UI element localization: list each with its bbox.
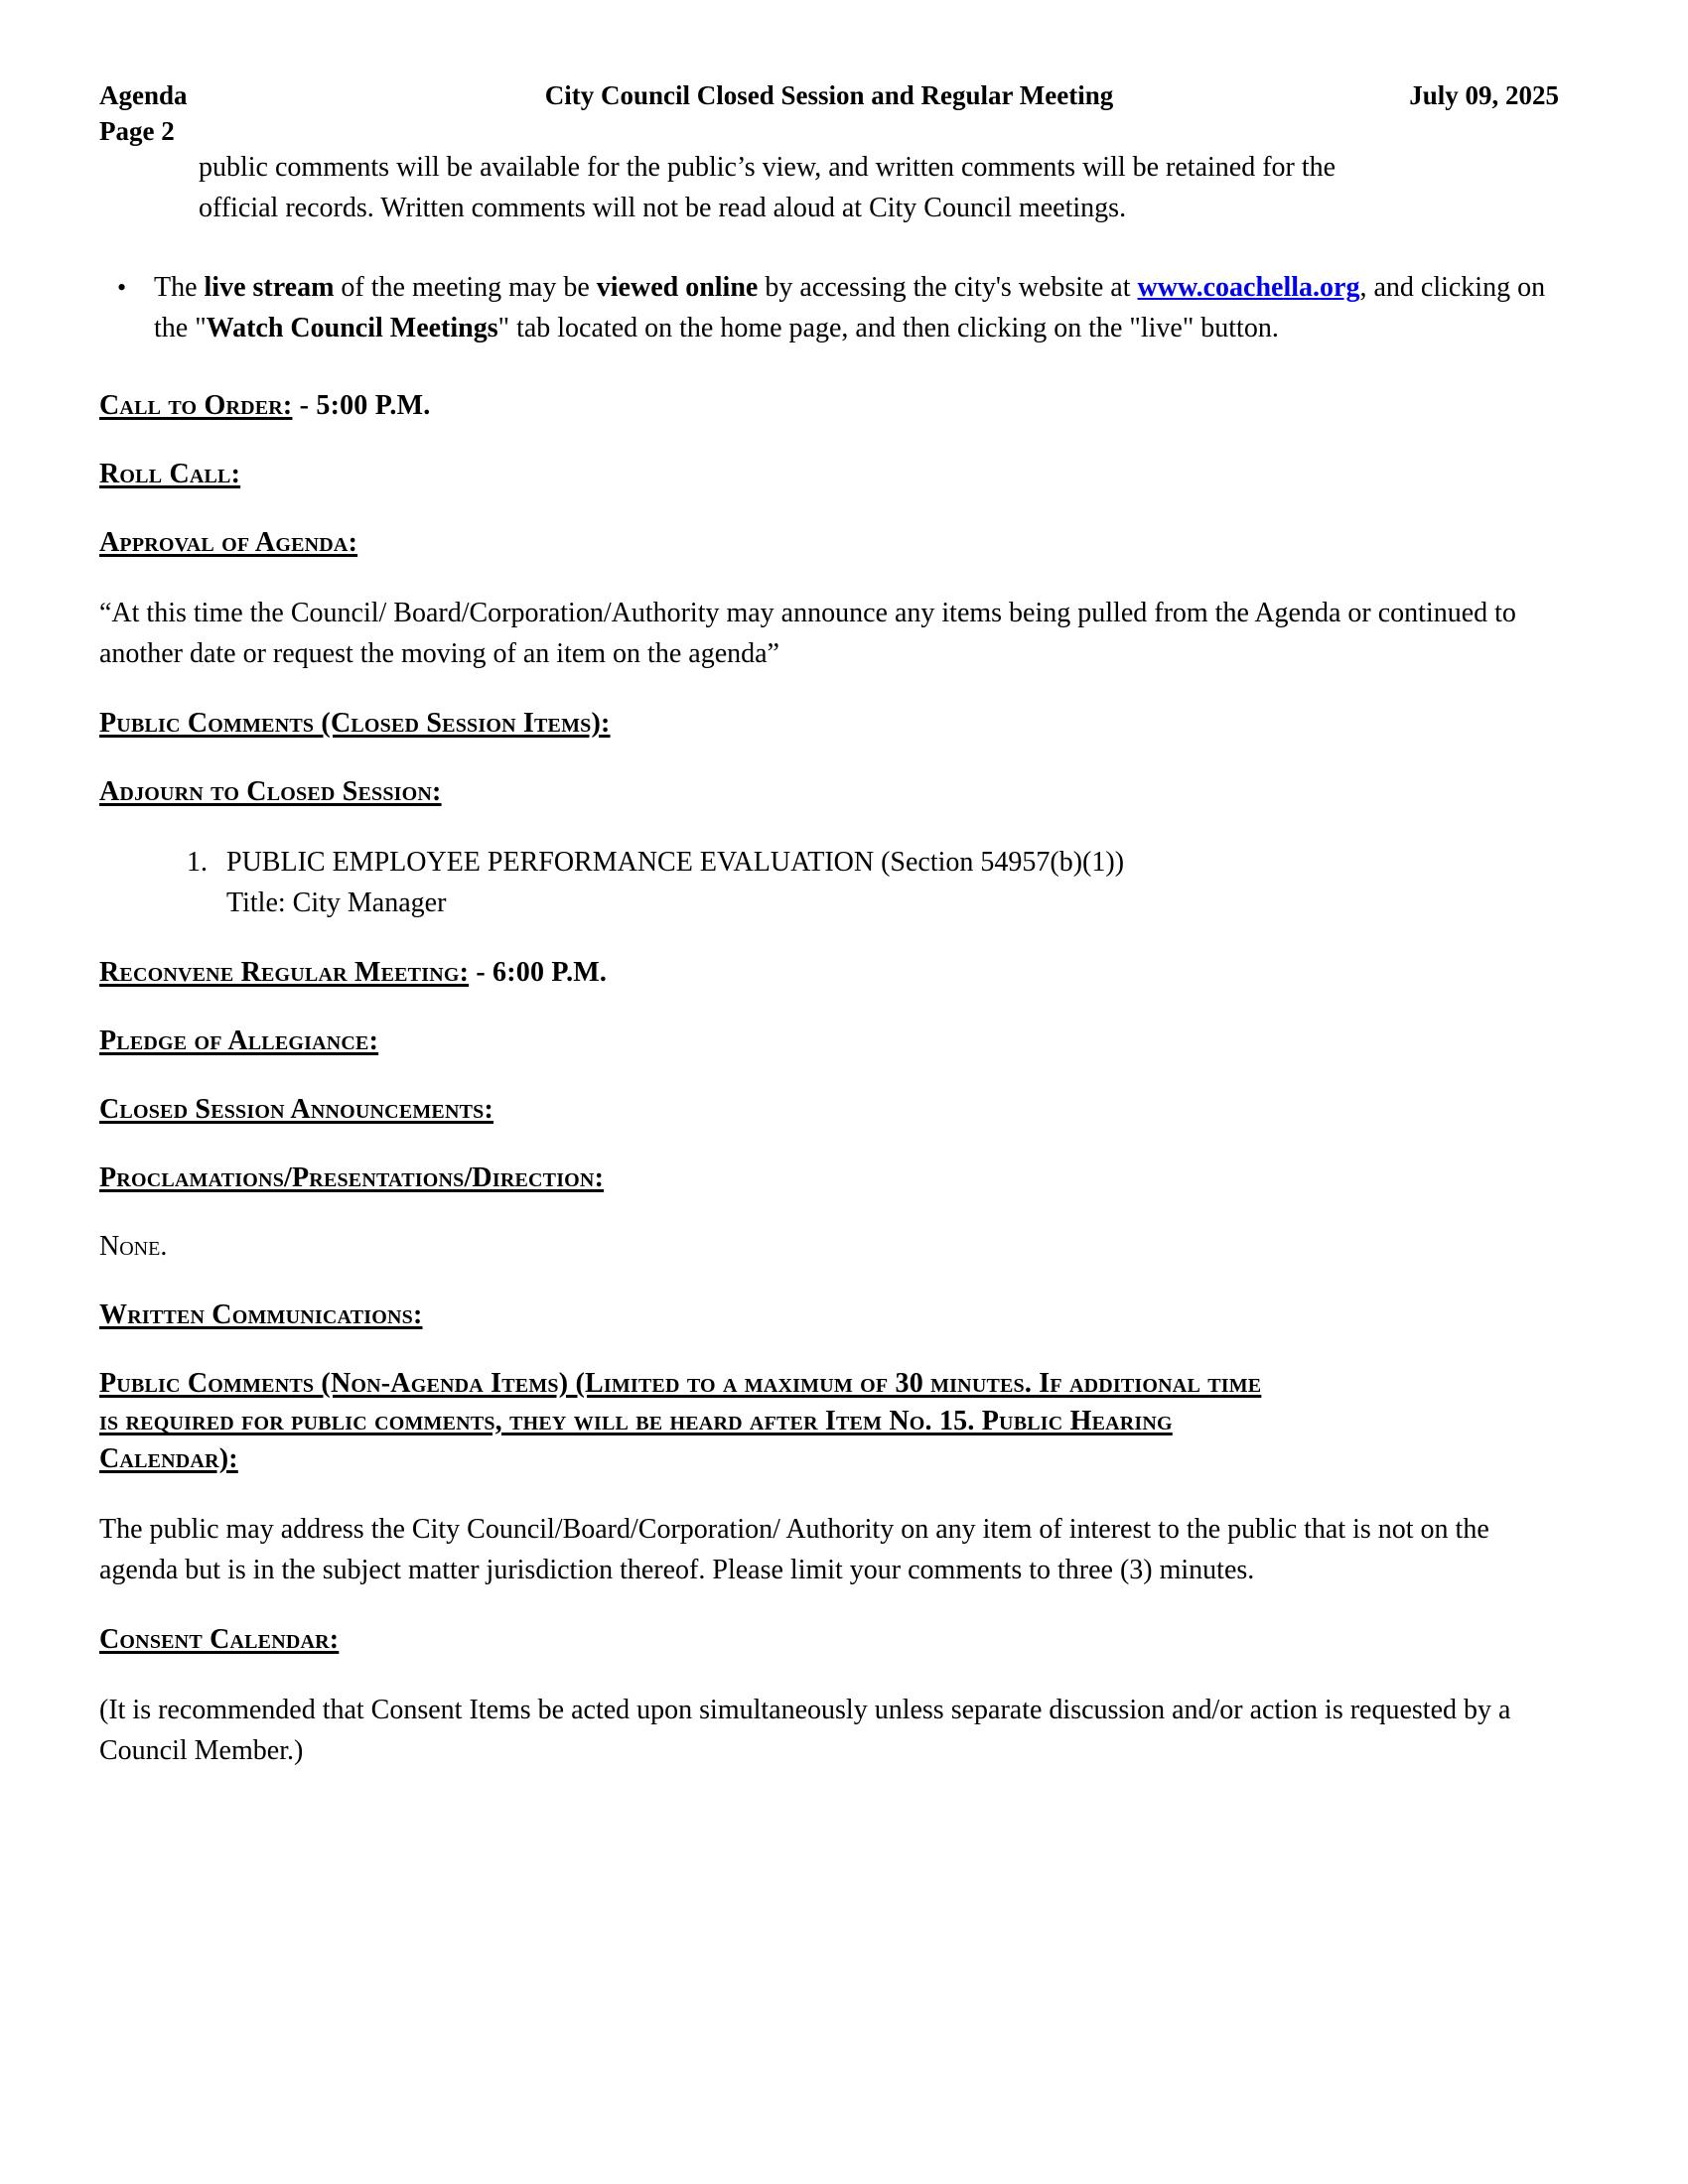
approval-of-agenda-body: “At this time the Council/ Board/Corporation/Authority may announce any items being pulled from the Agenda or continued to another date or request the moving of an item on the agenda”	[99, 598, 1516, 669]
spacer	[99, 348, 1561, 387]
heading-roll-call	[99, 456, 1561, 493]
heading-adjourn-to-closed-session	[99, 773, 1561, 811]
spacer	[99, 923, 1561, 954]
spacer	[99, 1266, 1561, 1297]
heading-consent-calendar-label: Consent Calendar:	[99, 1624, 340, 1655]
heading-public-comments-closed-session	[99, 705, 1561, 743]
heading-line-3-text: Calendar):	[99, 1443, 238, 1474]
heading-roll-call-label: Roll Call:	[99, 459, 241, 489]
live-stream-text-3: by accessing the city's website at	[758, 272, 1138, 303]
heading-public-comments-non-agenda-line3	[99, 1440, 1509, 1478]
live-stream-bold-2: viewed online	[596, 272, 759, 303]
spacer	[99, 674, 1561, 705]
proclamations-body: None.	[99, 1231, 168, 1262]
heading-written-communications-label: Written Communications:	[99, 1299, 423, 1330]
heading-adjourn-to-closed-session-label: Adjourn to Closed Session:	[99, 776, 442, 807]
list-item	[187, 842, 1557, 923]
continued-paragraph-line2: official records. Written comments will not be read aloud at City Council meetings.	[199, 193, 1127, 223]
watch-council-meetings-bold: Watch Council Meetings	[206, 313, 498, 343]
heading-public-comments-closed-session-label: Public Comments (Closed Session Items):	[99, 708, 611, 739]
list-item-live-stream	[117, 267, 1559, 348]
heading-public-comments-non-agenda	[99, 1365, 1509, 1478]
heading-line-1-text: Public Comments (Non-Agenda Items) (Limited to a maximum of 30 minutes. If additional time	[99, 1368, 1262, 1399]
spacer	[99, 425, 1561, 456]
call-to-order-time: - 5:00 P.M.	[292, 390, 431, 421]
live-stream-text-4: , and clicking on the "	[154, 272, 1546, 343]
spacer	[99, 493, 1561, 524]
header-meeting-title: City Council Closed Session and Regular Meeting	[544, 80, 1114, 110]
live-stream-text-1: The	[154, 272, 205, 303]
spacer	[99, 1129, 1561, 1160]
heading-call-to-order-label: Call to Order:	[99, 390, 293, 421]
heading-reconvene-regular-meeting	[99, 954, 1561, 992]
heading-proclamations-presentations-direction	[99, 1160, 1561, 1197]
live-stream-bold-1: live stream	[204, 272, 335, 303]
coachella-website-link[interactable]: www.coachella.org	[1137, 272, 1360, 303]
document-body	[99, 147, 1561, 1771]
heading-public-comments-non-agenda-line1	[99, 1365, 1509, 1403]
spacer	[99, 992, 1561, 1023]
spacer	[99, 228, 1561, 267]
spacer	[99, 1334, 1561, 1365]
spacer	[99, 743, 1561, 773]
header-page-number: Page 2	[99, 116, 175, 146]
page-header	[99, 77, 1559, 149]
spacer	[99, 1478, 1561, 1509]
closed-session-items-list	[99, 842, 1561, 923]
live-stream-bullet-list	[99, 267, 1561, 348]
heading-written-communications	[99, 1297, 1561, 1334]
continued-paragraph-line1: public comments will be available for the public’s view, and written comments will be retained for the	[199, 152, 1336, 183]
heading-approval-of-agenda	[99, 524, 1561, 562]
spacer	[99, 562, 1561, 593]
list-item-number: 1.	[187, 847, 208, 878]
heading-proclamations-presentations-direction-label: Proclamations/Presentations/Direction:	[99, 1162, 605, 1193]
heading-closed-session-announcements	[99, 1091, 1561, 1129]
header-document-type: Agenda	[99, 80, 188, 110]
heading-line-2-text: is required for public comments, they will be heard after Item No. 15. Public Hearing	[99, 1406, 1173, 1436]
heading-approval-of-agenda-label: Approval of Agenda:	[99, 527, 358, 558]
list-item-subtext: Title: City Manager	[226, 887, 447, 918]
heading-public-comments-non-agenda-line2	[99, 1403, 1509, 1440]
list-item-text: PUBLIC EMPLOYEE PERFORMANCE EVALUATION (Section 54957(b)(1))	[226, 847, 1125, 878]
header-meeting-date: July 09, 2025	[1409, 80, 1559, 110]
reconvene-regular-meeting-time: - 6:00 P.M.	[469, 957, 608, 988]
heading-pledge-of-allegiance-label: Pledge of Allegiance:	[99, 1025, 379, 1056]
consent-calendar-body: (It is recommended that Consent Items be acted upon simultaneously unless separate discussion and/or action is requested by a Council Member.)	[99, 1695, 1511, 1766]
live-stream-text-5: " tab located on the home page, and then clicking on the "live" button.	[497, 313, 1279, 343]
spacer	[99, 1197, 1561, 1228]
heading-call-to-order	[99, 387, 1561, 425]
spacer	[99, 811, 1561, 842]
public-comments-non-agenda-body: The public may address the City Council/Board/Corporation/ Authority on any item of interest to the public that is not on the agenda but is in the subject matter jurisdiction thereof. Please limit your comments to three (3) minutes.	[99, 1514, 1489, 1585]
heading-closed-session-announcements-label: Closed Session Announcements:	[99, 1094, 494, 1125]
heading-reconvene-regular-meeting-label: Reconvene Regular Meeting:	[99, 957, 470, 988]
continued-paragraph	[199, 147, 1561, 228]
spacer	[99, 1060, 1561, 1091]
heading-pledge-of-allegiance	[99, 1023, 1561, 1060]
spacer	[99, 1659, 1561, 1690]
heading-consent-calendar	[99, 1621, 1561, 1659]
bullet-point-icon: •	[117, 273, 127, 302]
spacer	[99, 1590, 1561, 1621]
header-row	[99, 77, 1559, 113]
live-stream-text-2: of the meeting may be	[334, 272, 597, 303]
